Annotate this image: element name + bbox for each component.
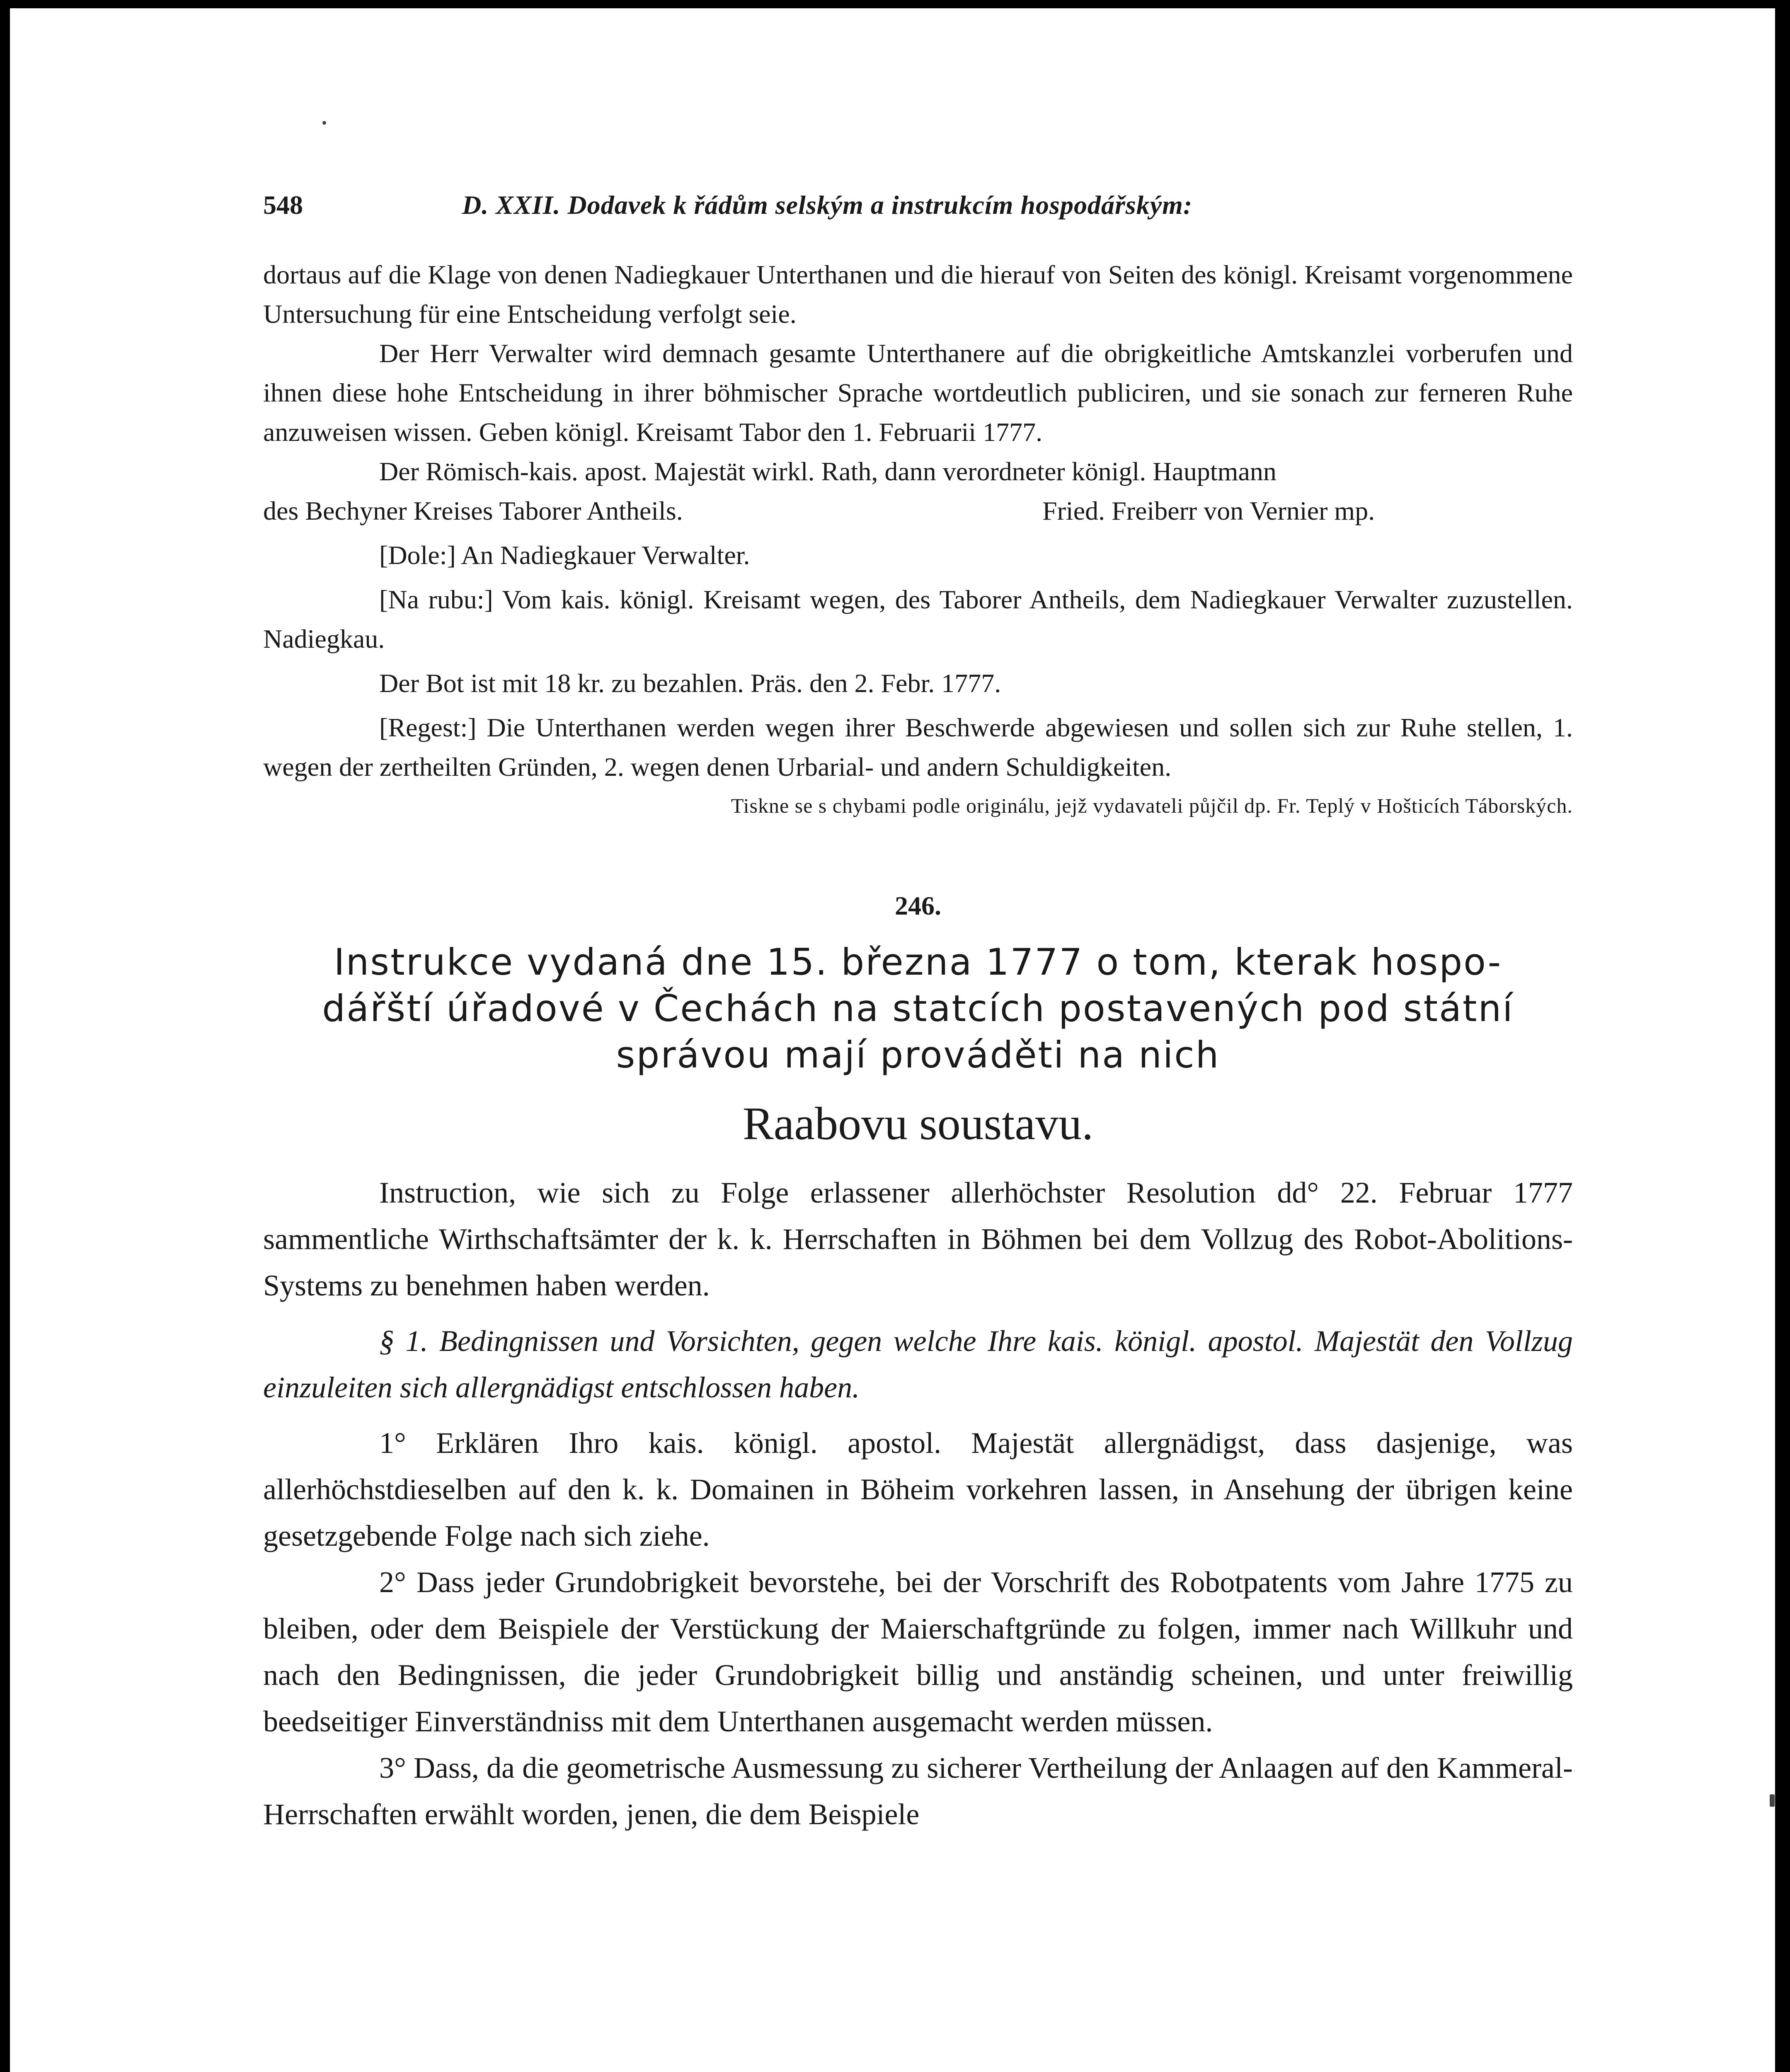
signature-office: des Bechyner Kreises Taborer Antheils. [263, 496, 683, 525]
title-line: Instrukce vydaná dne 15. března 1777 o tom, kterak hospo- [334, 941, 1502, 983]
paragraph: [Dole:] An Nadiegkauer Verwalter. [379, 540, 750, 570]
document-number: 246. [895, 891, 941, 920]
paragraph: Der Herr Verwalter wird demnach gesamte Unterthanere auf die obrigkeitliche Amtskanzlei vorberufen und ihnen diese hohe Entscheidung in ihrer böhmischer Sprache wortdeutlich publiciren, und sie sonach zur ferneren Ruhe anzuweisen wissen. Geben königl. Kreisamt Tabor den 1. Februarii 1777. [263, 339, 1573, 447]
subtitle: Raabovu soustavu. [742, 1098, 1094, 1150]
scan-edge-left [0, 0, 10, 2072]
page-number: 548 [263, 190, 303, 220]
scan-edge-top [0, 0, 1790, 8]
intro-paragraph: Instruction, wie sich zu Folge erlassener allerhöchster Resolution dd° 22. Februar 1777 sammentliche Wirthschaftsämter der k. k. Herrschaften in Böhmen bei dem Vollzug des Robot-Abolitions-Systems zu benehmen haben werden. [263, 1176, 1573, 1302]
signature-name: Fried. Freiberr von Vernier mp. [1042, 496, 1375, 525]
body-paragraph: 3° Dass, da die geometrische Ausmessung zu sicherer Vertheilung der Anlaagen auf den Kammeral-Herrschaften erwählt worden, jenen, die dem Beispiele [263, 1751, 1573, 1831]
body-paragraph: 1° Erklären Ihro kais. königl. apostol. Majestät allergnädigst, dass dasjenige, was allerhöchstdieselben auf den k. k. Domainen in Böheim vorkehren lassen, in Ansehung der übrigen keine gesetzgebende Folge nach sich ziehe. [263, 1426, 1573, 1552]
paragraph: [Na rubu:] Vom kais. königl. Kreisamt wegen, des Taborer Antheils, dem Nadiegkauer Verwalter zuzustellen. Nadiegkau. [263, 585, 1573, 654]
signature-line [263, 491, 1573, 530]
scan-edge-right [1775, 0, 1790, 2072]
paragraph: dortaus auf die Klage von denen Nadiegkauer Unterthanen und die hierauf von Seiten des königl. Kreisamt vorgenommene Untersuchung für eine Entscheidung verfolgt seie. [263, 260, 1573, 329]
page-content [263, 182, 1573, 1837]
paragraph: Der Bot ist mit 18 kr. zu bezahlen. Präs. den 2. Febr. 1777. [379, 668, 1001, 698]
footnote: Tiskne se s chybami podle originálu, jejž vydavateli půjčil dp. Fr. Teplý v Hošticích Táborských. [731, 794, 1573, 817]
body-paragraph: 2° Dass jeder Grundobrigkeit bevorstehe, bei der Vorschrift des Robotpatents vom Jahre 1775 zu bleiben, oder dem Beispiele der Verstückung der Maierschaftgründe zu folgen, immer nach Willkuhr und nach den Bedingnissen, die jeder Grundobrigkeit billig und anständig scheinen, und unter freiwillig beedseitiger Einverständniss mit dem Unterthanen ausgemacht werden müssen. [263, 1566, 1573, 1738]
title-line: správou mají prováděti na nich [616, 1034, 1220, 1076]
paragraph: [Regest:] Die Unterthanen werden wegen ihrer Beschwerde abgewiesen und sollen sich zur Ruhe stellen, 1. wegen der zertheilten Gründen, 2. wegen denen Urbarial- und andern Schuldigkeiten. [263, 713, 1573, 782]
title-line: dářští úřadové v Čechách na statcích postavených pod státní [322, 987, 1514, 1030]
paragraph: Der Römisch-kais. apost. Majestät wirkl. Rath, dann verordneter königl. Hauptmann [379, 457, 1276, 486]
scan-speck [322, 121, 326, 125]
page-header [263, 182, 1573, 228]
section-heading: § 1. Bedingnissen und Vorsichten, gegen welche Ihre kais. königl. apostol. Majestät den Vollzug einzuleiten sich allergnädigst entschlossen haben. [263, 1324, 1573, 1404]
scan-speck [1770, 1794, 1775, 1807]
running-title: D. XXII. Dodavek k řádům selským a instrukcím hospodářským: [462, 190, 1193, 220]
